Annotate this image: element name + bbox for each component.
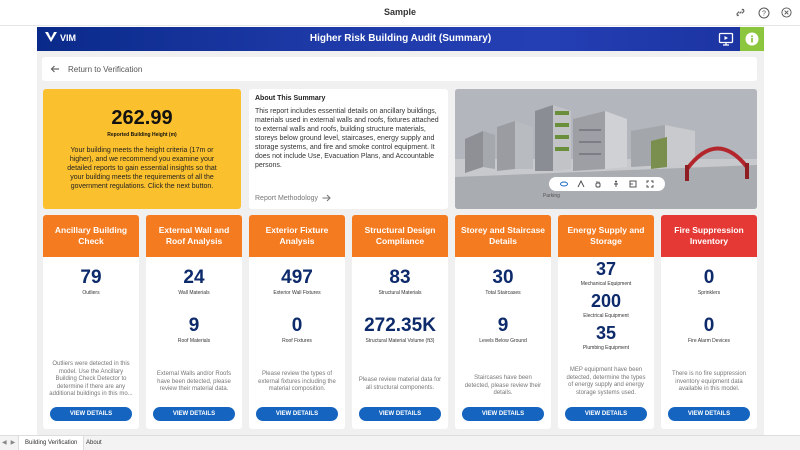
metric-label: Electrical Equipment bbox=[583, 313, 629, 319]
link-icon[interactable] bbox=[733, 5, 748, 20]
card-note: There is no fire suppression inventory equipment data available in this model. bbox=[671, 371, 747, 392]
card-structural-design bbox=[352, 215, 448, 429]
metric-value: 0 bbox=[291, 315, 303, 336]
person-icon[interactable] bbox=[612, 180, 620, 188]
building-height-card bbox=[43, 89, 241, 209]
card-note: Please review the types of external fixtures including the material composition. bbox=[258, 371, 336, 392]
metric-value: 9 bbox=[188, 315, 200, 336]
metric-value: 272.35K bbox=[364, 315, 436, 336]
presentation-icon[interactable] bbox=[718, 31, 734, 47]
view-details-button[interactable]: VIEW DETAILS bbox=[256, 407, 338, 421]
metric-wall-materials bbox=[146, 267, 242, 296]
metric-roof-fixtures bbox=[249, 315, 345, 344]
next-page-icon[interactable]: ▶ bbox=[10, 440, 16, 446]
card-title: Energy Supply and Storage bbox=[558, 215, 654, 257]
metric-label: Fire Alarm Devices bbox=[688, 338, 730, 344]
metric-electrical-equipment bbox=[558, 291, 654, 319]
metric-label: Total Staircases bbox=[485, 290, 521, 296]
page-nav-arrows bbox=[2, 439, 15, 446]
tab-about[interactable]: About bbox=[86, 440, 102, 446]
card-title: Exterior Fixture Analysis bbox=[249, 215, 345, 257]
metric-value: 37 bbox=[595, 259, 617, 279]
viewer-toolbar bbox=[549, 177, 665, 191]
help-icon[interactable] bbox=[756, 5, 771, 20]
viewer-watermark: Parking bbox=[543, 193, 560, 199]
metric-value: 9 bbox=[497, 315, 509, 336]
building-model-render bbox=[455, 89, 757, 209]
metric-value: 83 bbox=[389, 267, 411, 288]
fit-view-icon[interactable] bbox=[646, 180, 654, 188]
card-external-wall-roof bbox=[146, 215, 242, 429]
metric-sprinklers bbox=[661, 267, 757, 296]
metric-mechanical-equipment bbox=[558, 259, 654, 287]
view-details-button[interactable]: VIEW DETAILS bbox=[50, 407, 132, 421]
card-title: External Wall and Roof Analysis bbox=[146, 215, 242, 257]
metric-label: Structural Materials bbox=[378, 290, 422, 296]
arrow-left-icon bbox=[50, 64, 60, 74]
metric-value: 30 bbox=[492, 267, 514, 288]
view-details-button[interactable]: VIEW DETAILS bbox=[565, 407, 647, 421]
about-body: This report includes essential details on ancillary buildings, materials used in external walls and roofs, fixtures attached to external walls and roofs, building structure materials, storeys below ground level, staircases, energy supply and storage systems, and fire and smoke control equipment. It does not include Use, Evacuation Plans, and Accountable persons. bbox=[255, 108, 439, 169]
metric-roof-materials bbox=[146, 315, 242, 344]
metric-plumbing-equipment bbox=[558, 323, 654, 351]
metric-label: Mechanical Equipment bbox=[580, 281, 632, 287]
card-title: Fire Suppression Inventory bbox=[661, 215, 757, 257]
building-mid bbox=[497, 121, 533, 171]
svg-text:?: ? bbox=[761, 10, 766, 17]
report-title: Higher Risk Building Audit (Summary) bbox=[309, 33, 492, 44]
report-canvas bbox=[37, 27, 764, 435]
page-tabs-bar bbox=[0, 435, 800, 450]
app-titlebar bbox=[0, 0, 800, 26]
metric-levels-below-ground bbox=[455, 315, 551, 344]
card-title: Structural Design Compliance bbox=[352, 215, 448, 257]
back-navigation[interactable] bbox=[42, 57, 757, 81]
metric-value: 0 bbox=[703, 267, 715, 288]
metric-exterior-wall-fixtures bbox=[249, 267, 345, 296]
card-note: Staircases have been detected, please review their details. bbox=[464, 375, 542, 396]
metric-value: 0 bbox=[703, 315, 715, 336]
metric-value: 200 bbox=[590, 291, 622, 311]
card-note: Outliers were detected in this model. Use the Ancillary Building Check Detector to determine if there are any additional buildings in this mo... bbox=[49, 361, 133, 397]
metric-value: 497 bbox=[281, 267, 313, 288]
card-energy-supply bbox=[558, 215, 654, 429]
card-note: External Walls and/or Roofs have been detected, please review their material data. bbox=[156, 371, 232, 392]
arrow-right-icon bbox=[322, 194, 331, 202]
metric-label: Exterior Wall Fixtures bbox=[273, 290, 321, 296]
report-methodology-label[interactable]: Report Methodology bbox=[255, 194, 319, 202]
metric-value: 35 bbox=[595, 323, 617, 343]
metric-structural-volume bbox=[352, 315, 448, 344]
tab-building-verification[interactable]: Building Verification bbox=[18, 436, 84, 450]
prev-page-icon[interactable]: ◀ bbox=[2, 440, 7, 446]
report-methodology-link[interactable] bbox=[255, 194, 331, 202]
card-ancillary-building-check bbox=[43, 215, 139, 429]
card-fire-suppression bbox=[661, 215, 757, 429]
metric-label: Plumbing Equipment bbox=[582, 345, 630, 351]
look-icon[interactable] bbox=[577, 180, 585, 188]
info-button[interactable] bbox=[740, 27, 764, 51]
card-note: MEP equipment have been detected, determine the types of energy supply and energy storage systems used. bbox=[566, 367, 646, 396]
info-icon bbox=[745, 32, 759, 46]
metric-structural-materials bbox=[352, 267, 448, 296]
building-tower bbox=[535, 105, 571, 171]
report-header bbox=[37, 27, 764, 51]
metric-label: Sprinklers bbox=[697, 290, 721, 296]
titlebar-actions bbox=[733, 5, 794, 20]
measure-icon[interactable] bbox=[629, 180, 637, 188]
metric-label: Roof Materials bbox=[177, 338, 211, 344]
logo-text: VIM bbox=[60, 32, 77, 43]
pan-hand-icon[interactable] bbox=[594, 180, 602, 188]
3d-model-viewer[interactable] bbox=[455, 89, 757, 209]
view-details-button[interactable]: VIEW DETAILS bbox=[668, 407, 750, 421]
card-title: Storey and Staircase Details bbox=[455, 215, 551, 257]
metric-value: 79 bbox=[80, 267, 102, 288]
summary-cards bbox=[43, 215, 757, 429]
close-icon[interactable] bbox=[779, 5, 794, 20]
metric-value: 24 bbox=[183, 267, 205, 288]
metric-outliers bbox=[43, 267, 139, 296]
view-details-button[interactable]: VIEW DETAILS bbox=[359, 407, 441, 421]
metric-label: Outliers bbox=[82, 290, 100, 296]
metric-total-staircases bbox=[455, 267, 551, 296]
about-summary-card bbox=[249, 89, 448, 209]
view-details-button[interactable]: VIEW DETAILS bbox=[153, 407, 235, 421]
metric-label: Wall Materials bbox=[178, 290, 210, 296]
metric-fire-alarm-devices bbox=[661, 315, 757, 344]
orbit-icon[interactable] bbox=[560, 180, 568, 188]
card-note: Please review material data for all structural components. bbox=[358, 377, 442, 391]
card-exterior-fixture bbox=[249, 215, 345, 429]
about-title: About This Summary bbox=[255, 95, 326, 102]
card-title: Ancillary Building Check bbox=[43, 215, 139, 257]
view-details-button[interactable]: VIEW DETAILS bbox=[462, 407, 544, 421]
metric-label: Levels Below Ground bbox=[479, 338, 527, 344]
building-height-label: Reported Building Height (m) bbox=[107, 132, 177, 138]
building-left bbox=[465, 131, 495, 173]
building-height-value: 262.99 bbox=[111, 107, 173, 129]
metric-label: Structural Material Volume (ft3) bbox=[365, 338, 435, 344]
building-height-message: Your building meets the height criteria (17m or higher), and we recommend you examine your detailed reports to gain essential insights so that your building meets the requirements of all the government regulations. Click the next button. bbox=[67, 147, 217, 190]
app-title: Sample bbox=[383, 7, 416, 17]
metric-label: Roof Fixtures bbox=[282, 338, 312, 344]
building-right bbox=[573, 111, 627, 171]
back-label[interactable]: Return to Verification bbox=[68, 64, 143, 74]
card-storey-staircase bbox=[455, 215, 551, 429]
